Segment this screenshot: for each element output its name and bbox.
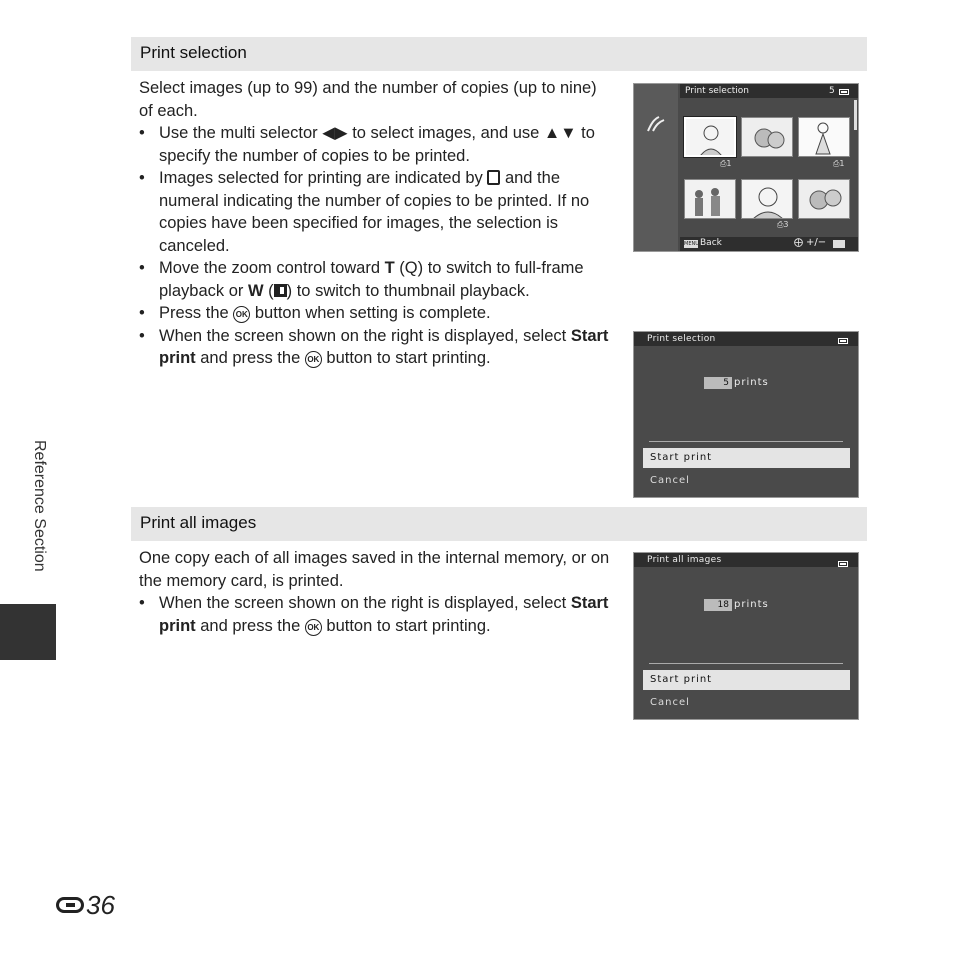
thumbnail-playback-icon — [274, 284, 287, 297]
back-label: Back — [700, 238, 722, 248]
scrollbar[interactable] — [854, 100, 857, 130]
camera-screen-print-all-images — [633, 552, 859, 720]
thumbnail-flowers[interactable] — [741, 117, 793, 157]
zoom-wide-icon: W — [247, 281, 264, 300]
multi-selector-left-right-icon: ◀▶ — [322, 124, 348, 142]
thumbnail-smiling-woman[interactable] — [741, 179, 793, 219]
ok-button-icon: OK — [233, 306, 250, 323]
zoom-icon — [833, 240, 845, 248]
print-mark-2: ⎙1 — [833, 159, 845, 168]
list-item: • Press the OK button when setting is complete. — [131, 302, 631, 325]
section-title: Print selection — [140, 43, 247, 62]
battery-icon — [838, 338, 848, 344]
screen-title: Print selection — [685, 86, 750, 96]
prints-unit-label: prints — [734, 599, 769, 610]
ok-button-icon: OK — [305, 351, 322, 368]
section-header-print-selection — [131, 37, 867, 71]
multi-selector-up-down-icon: ▲▼ — [543, 124, 577, 142]
instruction-list — [131, 122, 631, 370]
list-item: • When the screen shown on the right is displayed, select Start print and press the OK button to start printing. — [131, 592, 609, 637]
ok-button-icon: OK — [305, 619, 322, 636]
print-mark-1: ⎙1 — [720, 159, 732, 168]
intro-paragraph: One copy each of all images saved in the internal memory, or on the memory card, is printed. — [139, 549, 610, 590]
section-tab-marker — [0, 604, 56, 660]
menu-button-icon: MENU — [684, 241, 699, 247]
intro-paragraph: Select images (up to 99) and the number of copies (up to nine) of each. — [139, 79, 597, 120]
side-section-label: Reference Section — [31, 440, 48, 572]
thumbnail-woman-selected[interactable] — [684, 117, 736, 157]
print-count: 18 — [704, 599, 732, 611]
menu-option-cancel[interactable]: Cancel — [650, 475, 690, 486]
left-panel — [634, 84, 678, 252]
battery-icon — [838, 561, 848, 567]
list-item: • When the screen shown on the right is displayed, select Start print and press the OK button to start printing. — [131, 325, 609, 370]
menu-option-start-print[interactable]: Start print — [643, 448, 850, 468]
list-item: • Move the zoom control toward T (Q) to switch to full-frame playback or W ( ) to switch to thumbnail playback. — [131, 257, 639, 302]
menu-option-cancel[interactable]: Cancel — [650, 697, 690, 708]
menu-option-start-print[interactable]: Start print — [643, 670, 850, 690]
thumbnail-girl[interactable] — [798, 117, 850, 157]
camera-screen-print-selection-confirm — [633, 331, 859, 498]
instruction-list — [131, 592, 611, 637]
page-number: 36 — [56, 890, 115, 921]
screen-title: Print all images — [634, 553, 858, 567]
prints-unit-label: prints — [734, 377, 769, 388]
thumbnail-flowers-2[interactable] — [798, 179, 850, 219]
print-order-icon — [487, 170, 500, 185]
print-count: 5 — [704, 377, 732, 389]
zoom-tele-icon: T — [384, 259, 395, 277]
screen-title: Print selection — [634, 332, 858, 346]
magnifier-icon: Q — [404, 259, 418, 277]
list-item: • Use the multi selector ◀▶ to select images, and use ▲▼ to specify the number of copies to be printed. — [131, 122, 609, 167]
copies-control-hint: +/− — [806, 237, 827, 248]
list-item: • Images selected for printing are indicated by and the numeral indicating the number of copies to be printed. If no copies have been specified for images, the selection is canceled. — [131, 167, 609, 257]
print-mark-3: ⎙3 — [777, 220, 789, 229]
section-title: Print all images — [140, 513, 257, 532]
section-header-print-all-images — [131, 507, 867, 541]
selected-count: 5 — [829, 86, 835, 96]
battery-icon — [839, 89, 849, 95]
pictbridge-icon — [645, 114, 667, 134]
camera-screen-print-selection-thumbnails — [633, 83, 859, 252]
thumbnail-family[interactable] — [684, 179, 736, 219]
reference-section-icon — [56, 897, 84, 913]
multi-selector-icon: ⨁ — [794, 238, 803, 248]
